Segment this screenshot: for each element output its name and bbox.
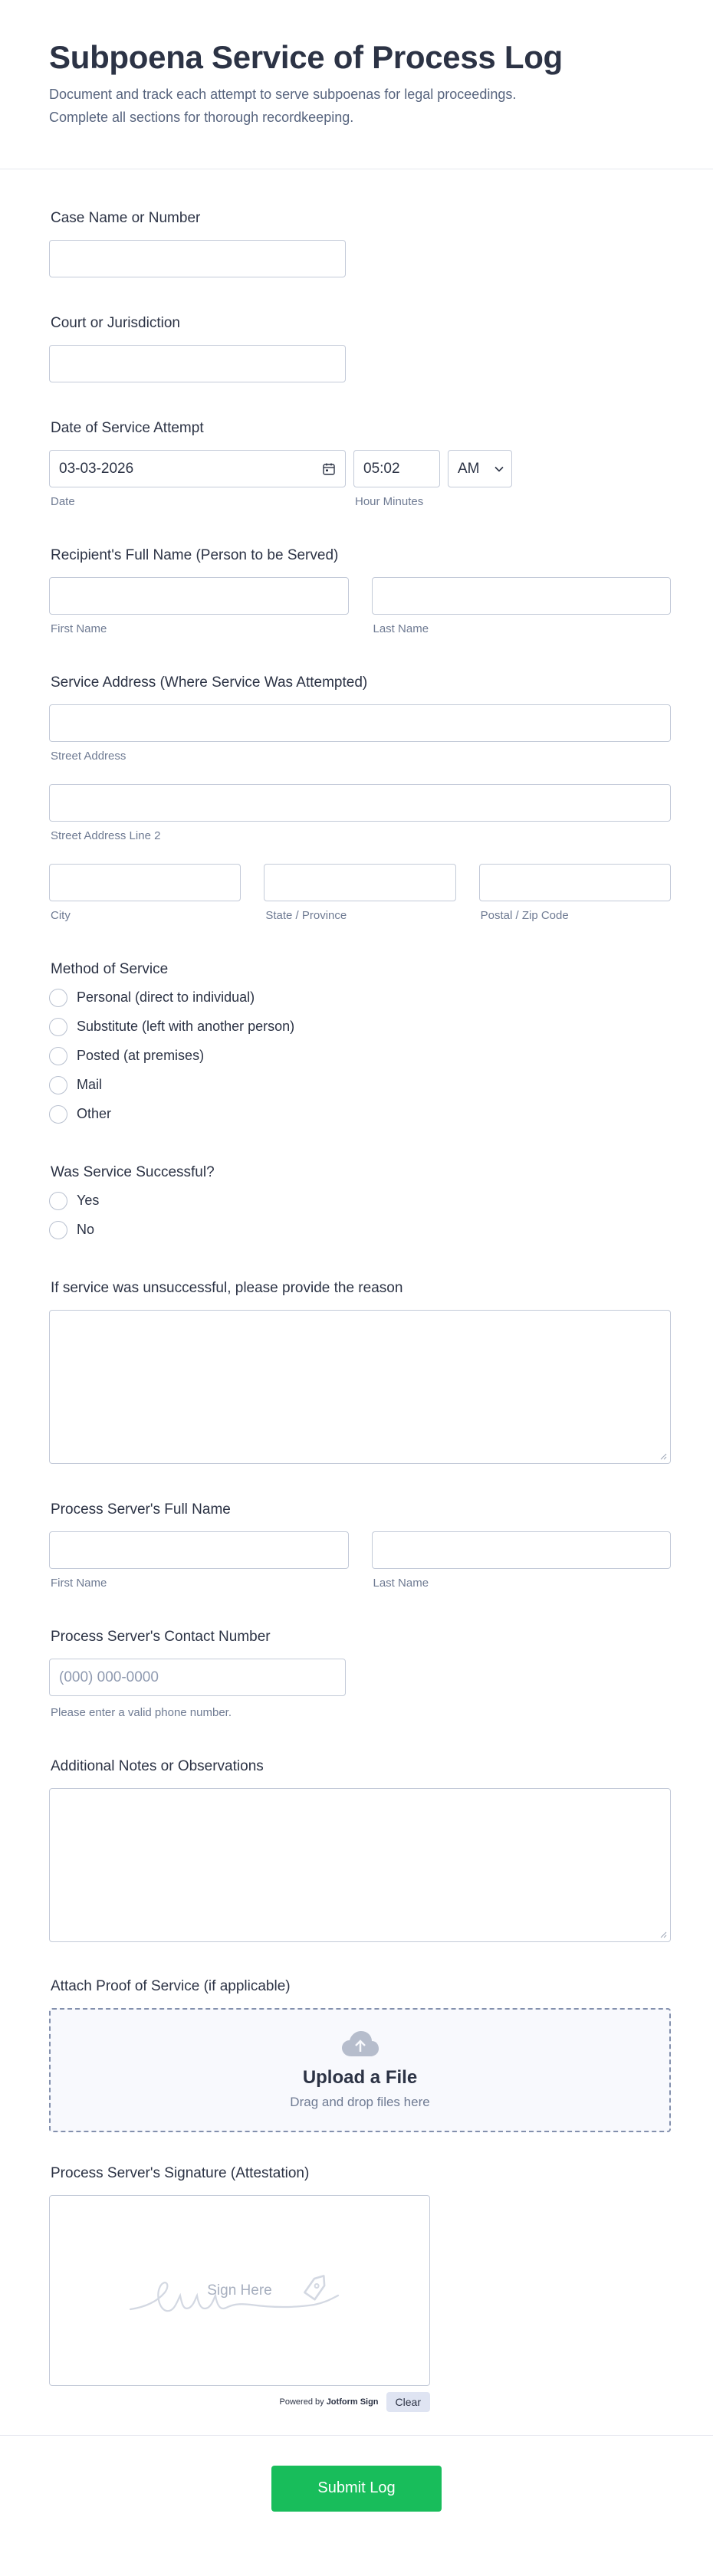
resize-grip-icon[interactable]: [660, 1931, 667, 1938]
form-body: [0, 209, 713, 2412]
server-last-col: [372, 1531, 672, 1591]
successful-option-yes[interactable]: [49, 1191, 671, 1210]
time-column: [353, 450, 440, 510]
state-input[interactable]: [264, 864, 455, 901]
chevron-down-icon: [495, 466, 504, 472]
radio-circle[interactable]: [49, 1018, 67, 1036]
radio-circle[interactable]: [49, 1076, 67, 1094]
powered-by-text: [280, 2397, 379, 2407]
ampm-select[interactable]: [448, 450, 512, 487]
signature-label: Process Server's Signature (Attestation): [51, 2165, 310, 2182]
method-option-label: Substitute (left with another person): [77, 1019, 295, 1035]
successful-option-label: No: [77, 1222, 95, 1238]
successful-radio-group: [49, 1191, 671, 1239]
server-name-row: [49, 1531, 671, 1591]
method-label: Method of Service: [51, 961, 169, 978]
time-sublabel: Hour Minutes: [355, 495, 424, 509]
server-name-field: [49, 1501, 671, 1591]
form-subtitle-line1: Document and track each attempt to serve subpoenas for legal proceedings.: [49, 87, 517, 103]
recipient-first-sublabel: First Name: [51, 622, 107, 636]
successful-field: [49, 1163, 671, 1239]
server-last-sublabel: Last Name: [373, 1577, 429, 1590]
method-option-substitute[interactable]: [49, 1017, 671, 1036]
recipient-first-name-input[interactable]: [49, 577, 349, 615]
recipient-last-col: [372, 577, 672, 637]
calendar-icon[interactable]: [322, 462, 336, 476]
method-option-mail[interactable]: [49, 1075, 671, 1094]
successful-option-no[interactable]: [49, 1220, 671, 1239]
method-option-posted[interactable]: [49, 1046, 671, 1065]
court-label: Court or Jurisdiction: [51, 315, 180, 332]
date-value: 03-03-2026: [59, 460, 134, 477]
address-label: Service Address (Where Service Was Attempted): [51, 674, 368, 691]
sign-here-label: Sign Here: [207, 2282, 272, 2299]
upload-title: Upload a File: [302, 2067, 418, 2089]
form-title: Subpoena Service of Process Log: [49, 39, 563, 75]
street-address-line2-sublabel: Street Address Line 2: [51, 829, 161, 843]
submit-log-button[interactable]: Submit Log: [271, 2466, 442, 2512]
recipient-last-name-input[interactable]: [372, 577, 672, 615]
successful-option-label: Yes: [77, 1193, 100, 1209]
submit-area: [0, 2435, 713, 2541]
server-name-label: Process Server's Full Name: [51, 1501, 231, 1518]
city-sublabel: City: [51, 909, 71, 923]
method-option-label: Personal (direct to individual): [77, 989, 255, 1006]
signature-pad[interactable]: [49, 2195, 430, 2386]
date-sublabel: Date: [51, 495, 75, 509]
cloud-upload-icon: [341, 2030, 380, 2058]
recipient-last-sublabel: Last Name: [373, 622, 429, 636]
date-row: [49, 450, 671, 510]
method-option-other[interactable]: [49, 1104, 671, 1124]
street-address-input[interactable]: [49, 704, 671, 742]
form-header: [0, 0, 713, 169]
street-address-line2-input[interactable]: [49, 784, 671, 822]
server-last-name-input[interactable]: [372, 1531, 672, 1569]
address-field: [49, 674, 671, 924]
date-label: Date of Service Attempt: [51, 420, 204, 437]
method-option-label: Other: [77, 1106, 112, 1122]
court-field: [49, 314, 671, 382]
city-state-zip-row: [49, 864, 671, 924]
ampm-value: AM: [458, 460, 480, 477]
form-subtitle-line2: Complete all sections for thorough recordkeeping.: [49, 110, 354, 126]
server-first-name-input[interactable]: [49, 1531, 349, 1569]
attach-field: [49, 1977, 671, 2132]
phone-input[interactable]: (000) 000-0000: [49, 1659, 346, 1696]
recipient-row: [49, 577, 671, 637]
radio-circle[interactable]: [49, 1221, 67, 1239]
case-name-input[interactable]: [49, 240, 346, 277]
radio-circle[interactable]: [49, 989, 67, 1007]
method-option-label: Posted (at premises): [77, 1048, 205, 1064]
notes-label: Additional Notes or Observations: [51, 1758, 264, 1775]
method-radio-group: [49, 988, 671, 1124]
case-name-label: Case Name or Number: [51, 210, 201, 227]
form-subtitle: [49, 83, 664, 129]
server-first-col: [49, 1531, 349, 1591]
reason-label: If service was unsuccessful, please provide the reason: [51, 1280, 403, 1297]
time-input[interactable]: 05:02: [353, 450, 440, 487]
resize-grip-icon[interactable]: [660, 1453, 667, 1460]
notes-textarea[interactable]: [49, 1788, 671, 1942]
upload-subtitle: Drag and drop files here: [290, 2095, 430, 2110]
powered-by-brand: Jotform Sign: [326, 2397, 379, 2407]
city-input[interactable]: [49, 864, 241, 901]
upload-dropzone[interactable]: [49, 2008, 671, 2132]
successful-label: Was Service Successful?: [51, 1164, 215, 1181]
state-col: [264, 864, 455, 924]
recipient-label: Recipient's Full Name (Person to be Served): [51, 547, 339, 564]
attach-label: Attach Proof of Service (if applicable): [51, 1978, 291, 1995]
reason-textarea[interactable]: [49, 1310, 671, 1464]
state-sublabel: State / Province: [265, 909, 347, 923]
server-first-sublabel: First Name: [51, 1577, 107, 1590]
city-col: [49, 864, 241, 924]
notes-field: [49, 1757, 671, 1942]
clear-signature-button[interactable]: Clear: [386, 2392, 430, 2412]
signature-footer: [49, 2392, 430, 2412]
zip-sublabel: Postal / Zip Code: [480, 909, 569, 923]
zip-col: [479, 864, 671, 924]
street-address-sublabel: Street Address: [51, 750, 127, 763]
zip-input[interactable]: [479, 864, 671, 901]
date-input[interactable]: [49, 450, 346, 487]
method-option-label: Mail: [77, 1077, 103, 1093]
court-input[interactable]: [49, 345, 346, 382]
recipient-field: [49, 546, 671, 637]
phone-sublabel: Please enter a valid phone number.: [51, 1706, 232, 1720]
method-field: [49, 960, 671, 1124]
date-column: [49, 450, 346, 510]
contact-label: Process Server's Contact Number: [51, 1629, 271, 1646]
radio-circle[interactable]: [49, 1105, 67, 1124]
recipient-first-col: [49, 577, 349, 637]
date-field: [49, 419, 671, 510]
contact-field: [49, 1628, 671, 1721]
reason-field: [49, 1279, 671, 1464]
case-name-field: [49, 209, 671, 277]
method-option-personal[interactable]: [49, 988, 671, 1007]
radio-circle[interactable]: [49, 1047, 67, 1065]
signature-field: [49, 2164, 671, 2412]
powered-by-prefix: Powered by: [279, 2397, 324, 2407]
radio-circle[interactable]: [49, 1192, 67, 1210]
